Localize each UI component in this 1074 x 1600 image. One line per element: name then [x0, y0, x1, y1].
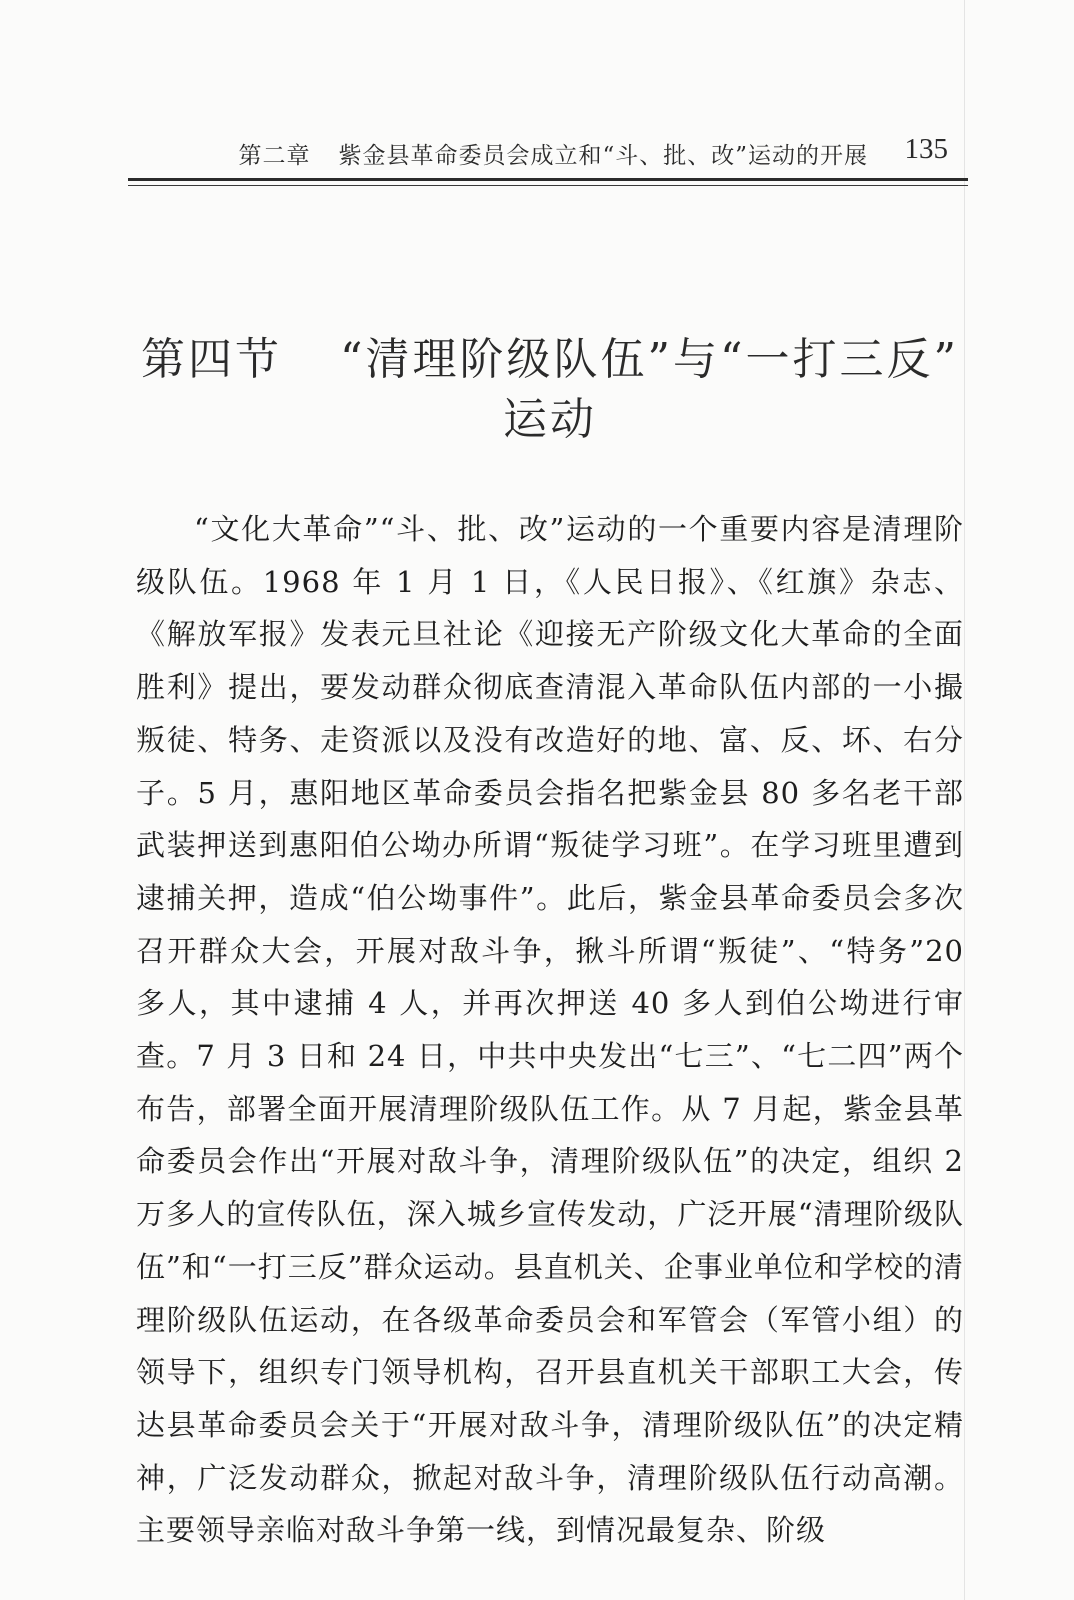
page-number: 135	[904, 133, 948, 165]
body-paragraph: “文化大革命”“斗、批、改”运动的一个重要内容是清理阶级队伍。1968 年 1 月 1 日，《人民日报》、《红旗》杂志、《解放军报》发表元旦社论《迎接无产阶级文化大革命的全面胜利》提出，要发动群众彻底查清混入革命队伍内部的一小撮叛徒、特务、走资派以及没有改造好的地、富、反、坏、右分子。5 月，惠阳地区革命委员会指名把紫金县 80 多名老干部武装押送到惠阳伯公坳办所谓“叛徒学习班”。在学习班里遭到逮捕关押，造成“伯公坳事件”。此后，紫金县革命委员会多次召开群众大会，开展对敌斗争，揪斗所谓“叛徒”、“特务”20 多人，其中逮捕 4 人，并再次押送 40 多人到伯公坳进行审查。7 月 3 日和 24 日，中共中央发出“七三”、“七二四”两个布告，部署全面开展清理阶级队伍工作。从 7 月起，紫金县革命委员会作出“开展对敌斗争，清理阶级队伍”的决定，组织 2 万多人的宣传队伍，深入城乡宣传发动，广泛开展“清理阶级队伍”和“一打三反”群众运动。县直机关、企事业单位和学校的清理阶级队伍运动，在各级革命委员会和军管会（军管小组）的领导下，组织专门领导机构，召开县直机关干部职工大会，传达县革命委员会关于“开展对敌斗争，清理阶级队伍”的决定精神，广泛发动群众，掀起对敌斗争，清理阶级队伍行动高潮。主要领导亲临对敌斗争第一线，到情况最复杂、阶级	[136, 512, 964, 1548]
header-rule-thin	[128, 185, 968, 186]
section-title-text: “清理阶级队伍”与“一打三反”	[340, 334, 959, 385]
section-title	[140, 330, 960, 450]
chapter-heading	[238, 137, 868, 170]
section-title-line1	[140, 330, 960, 390]
running-header	[128, 133, 968, 173]
chapter-title: 紫金县革命委员会成立和“斗、批、改”运动的开展	[338, 143, 868, 169]
header-rule-thick	[128, 178, 968, 181]
section-label: 第四节	[141, 334, 282, 385]
section-title-line2: 运动	[503, 394, 597, 445]
page-edge-shadow	[964, 0, 965, 1600]
chapter-number: 第二章	[238, 143, 311, 169]
